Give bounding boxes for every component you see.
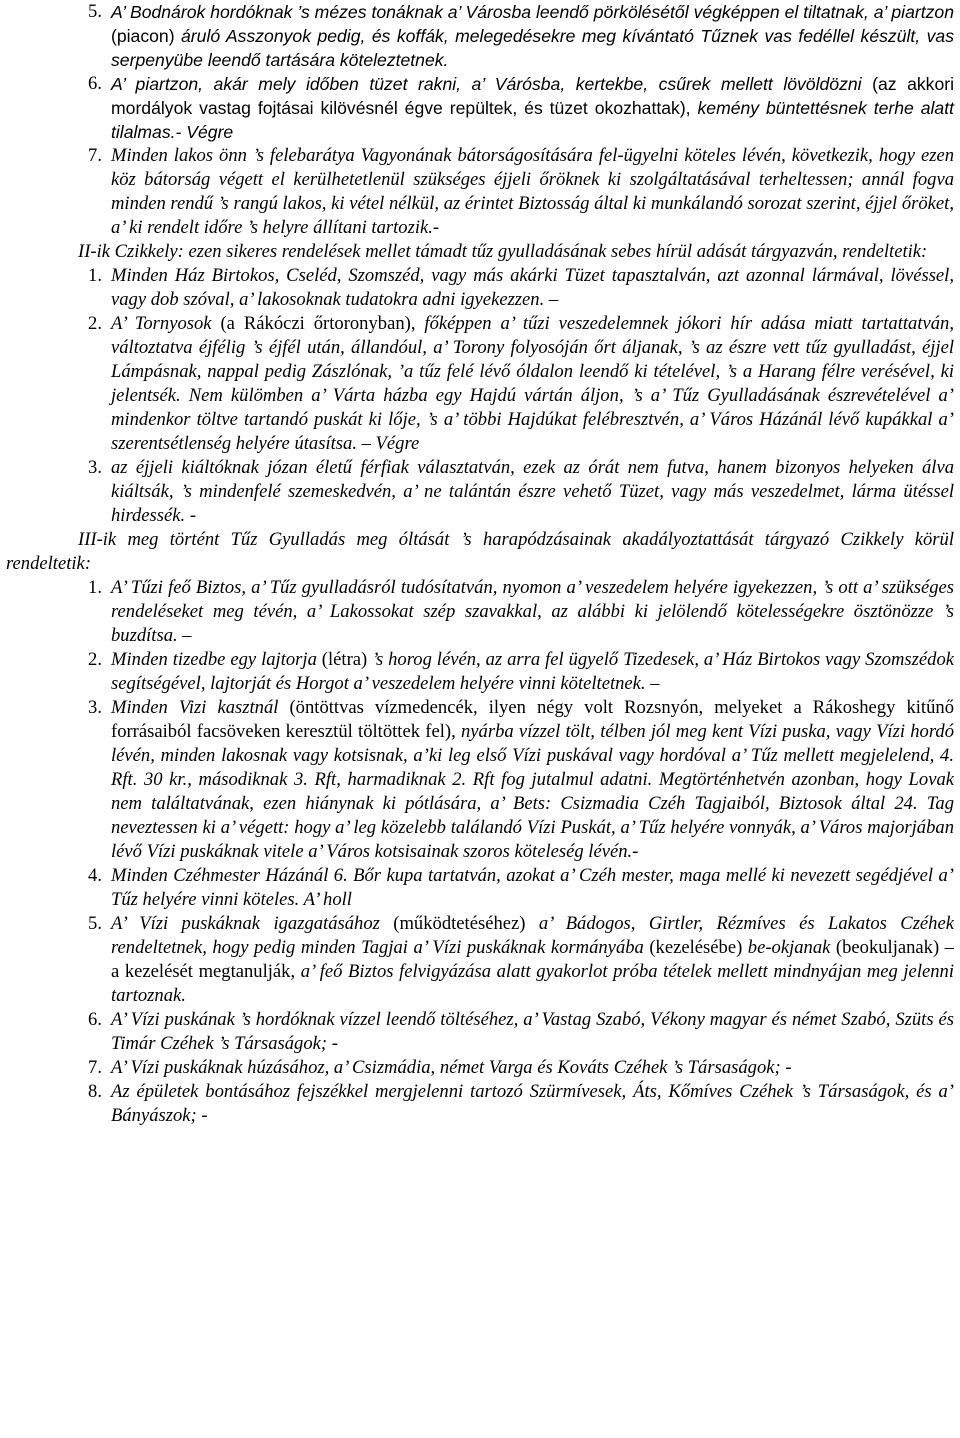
list-item-number: 8. <box>88 1081 102 1102</box>
list-item-number: 2. <box>88 649 102 670</box>
section-fire-alarm <box>6 264 954 528</box>
article-2-heading: II-ik Czikkely: ezen sikeres rendelések mellet támadt tűz gyulladásának sebes hírül adását tárgyazván, rendeltetik: <box>78 241 928 262</box>
list-item-number: 4. <box>88 865 102 886</box>
list-item <box>6 912 954 1008</box>
list-item-number: 2. <box>88 313 102 334</box>
section-fire-extinguishing <box>6 576 954 1128</box>
list-item-text: A’ Tornyosok (a Rákóczi őrtoronyban), főképpen a’ tűzi veszedelemnek jókori hír adása miatt tartattatván, változtatva éjfélig ’s éjfél után, állandóul, a’ Torony folyosóján őrt áljanak, ’s az észre vett tűz gyulladást, éjjel Lámpásnak, nappal pedig Zászlónak, ’a tűz felé lévő óldalon leendő ki tételével, ’s a Harang félre verésével, ki jelentsék. Nem külömben a’ Várta házba egy Hajdú vártán áljon, ’s a’ Tűz Gyulladásának észrevételével a’ mindenkor töltve tartandó puskát ki lője, ’s a’ többi Hajdúkat felébresztvén, a’ Város Házánál lévő kupákkal a’ szerentsétlenség helyére útasítsa. – Végre <box>111 313 954 454</box>
list-item-number: 5. <box>88 913 102 934</box>
list-item-number: 3. <box>88 457 102 478</box>
list-item-text: A’ Vízi puskáknak igazgatásához (működtetéséhez) a’ Bádogos, Girtler, Rézmíves és Lakatos Czéhek rendeltetnek, hogy pedig minden Tagjai a’ Vízi puskáknak kormányába (kezelésébe) be-okjanak (beokuljanak) – a kezelését megtanulják, a’ feő Biztos felvigyázása alatt gyakorlot próba tételek mellett mindnyájan meg jelenni tartoznak. <box>111 913 954 1006</box>
list-item-number: 1. <box>88 265 102 286</box>
list-item-text: az éjjeli kiáltóknak józan életű férfiak választatván, ezek az órát nem futva, hanem bizonyos helyeken álva kiáltsák, ’s mindenfelé szemeskedvén, a’ ne talántán észre vehető Tüzet, vagy más veszedelmet, lárma ütéssel hirdessék. - <box>111 457 954 526</box>
list-item <box>6 72 954 144</box>
list-item <box>6 312 954 456</box>
list-item-number: 7. <box>88 145 102 166</box>
article-3-heading: III-ik meg történt Tűz Gyulladás meg óltását ’s harapódzásainak akadályoztattását tárgyazó Czikkely körül rendeltetik: <box>6 529 954 574</box>
list-item-number: 3. <box>88 697 102 718</box>
list-item-text: A’ piartzon, akár mely időben tüzet rakni, a’ Várósba, kertekbe, csűrek mellett lövöldözni (az akkori mordályok vastag fojtásai kilövésnél égve repültek, és tüzet okozhattak), kemény büntettésnek terhe alatt tilalmas.- Végre <box>111 74 955 142</box>
list-item <box>6 1080 954 1128</box>
list-item-text: Az épületek bontásához fejszékkel mergjelenni tartozó Szürmívesek, Áts, Kőmíves Czéhek ’s Társaságok, és a’ Bányászok; - <box>111 1081 954 1126</box>
list-item <box>6 1008 954 1056</box>
list-item-text: A’ Vízi puskának ’s hordóknak vízzel leendő töltéséhez, a’ Vastag Szabó, Vékony magyar és német Szabó, Szüts és Timár Czéhek ’s Társaságok; - <box>111 1009 954 1054</box>
list-item <box>6 696 954 864</box>
list-item <box>6 264 954 312</box>
list-item <box>6 144 954 240</box>
list-item-text: Minden lakos önn ’s felebarátya Vagyonának bátorságosítására fel-ügyelni köteles lévén, következik, hogy ezen köz bátorság végett el kerülhetetlenül szükséges éjjeli őröknek ki szolgáltatásával terheltessen; annál fogva minden rendű ’s rangú lakos, ki vétel nélkül, az érintet Biztosság által ki munkálandó sorozat szerint, éjjel őröket, a’ ki rendelt időre ’s helyre állítani tartozik.- <box>111 145 954 238</box>
list-item-number: 6. <box>88 73 102 94</box>
list-item-text: A’ Tűzi feő Biztos, a’ Tűz gyulladásról tudósítatván, nyomon a’ veszedelem helyére igyekezzen, ’s ott a’ szükséges rendeléseket meg tévén, a’ Lakossokat szép szavakkal, az alábbi ki jelölendő kötelességekre ösztönözze ’s buzdítsa. – <box>111 577 954 646</box>
list-item-text: Minden Czéhmester Házánál 6. Bőr kupa tartatván, azokat a’ Czéh mester, maga mellé ki nevezett segédjével a’ Tűz helyére vinni köteles. A’ holl <box>111 865 954 910</box>
list-item-text: A’ Vízi puskáknak húzásához, a’ Csizmádia, német Varga és Kováts Czéhek ’s Társaságok; - <box>111 1057 792 1078</box>
list-item-text: Minden Ház Birtokos, Cseléd, Szomszéd, vagy más akárki Tüzet tapasztalván, azt azonnal lármával, lövéssel, vagy dob szóval, a’ lakosoknak tudatokra adni igyekezzen. – <box>111 265 954 310</box>
list-item-text: Minden Vizi kasztnál (öntöttvas vízmedencék, ilyen négy volt Rozsnyón, melyeket a Rákoshegy kitűnő forrásaiból facsöveken keresztül töltöttek fel), nyárba vízzel tölt, télben jól meg kent Vízi puska, vagy Vízi hordó lévén, minden lakosnak vagy kotsisnak, a’ki leg első Vízi puskával vagy hordóval a’ Tűz mellett megjelelend, 4. Rft. 30 kr., másodiknak 3. Rft, harmadiknak 2. Rft fog jutalmul adatni. Megtörténhetvén azonban, hogy Lovak nem találtatvának, ezen hiánynak ki pótlására, a’ Bets: Csizmadia Czéh Tagjaiból, Biztosok által 24. Tag neveztessen ki a’ végett: hogy a’ leg közelebb találandó Vízi Puskát, a’ Tűz helyére vonnyák, a’ Város majorjában lévő Vízi puskáknak vitele a’ Város kotsisainak szoros köteleség lévén.- <box>111 697 954 862</box>
list-item <box>6 576 954 648</box>
list-item <box>6 648 954 696</box>
list-item-number: 5. <box>88 1 102 22</box>
list-item-text: A’ Bodnárok hordóknak ’s mézes tonáknak a’ Városba leendő pörkölésétől végképpen el tiltatnak, a’ piartzon (piacon) áruló Asszonyok pedig, és koffák, melegedésekre meg kívántató Tűznek vas fedéllel készült, vas serpenyübe leendő tartására köteleztetnek. <box>111 2 954 70</box>
list-item-text: Minden tizedbe egy lajtorja (létra) ’s horog lévén, az arra fel ügyelő Tizedesek, a’ Ház Birtokos vagy Szomszédok segítségével, lajtorját és Horgot a’ veszedelem helyére vinni köteltetnek. – <box>111 649 954 694</box>
list-item-number: 1. <box>88 577 102 598</box>
list-item-number: 7. <box>88 1057 102 1078</box>
list-item-number: 6. <box>88 1009 102 1030</box>
section-fire-rules-1 <box>6 0 954 240</box>
list-item <box>6 0 954 72</box>
list-item <box>6 1056 954 1080</box>
list-item <box>6 864 954 912</box>
list-item <box>6 456 954 528</box>
